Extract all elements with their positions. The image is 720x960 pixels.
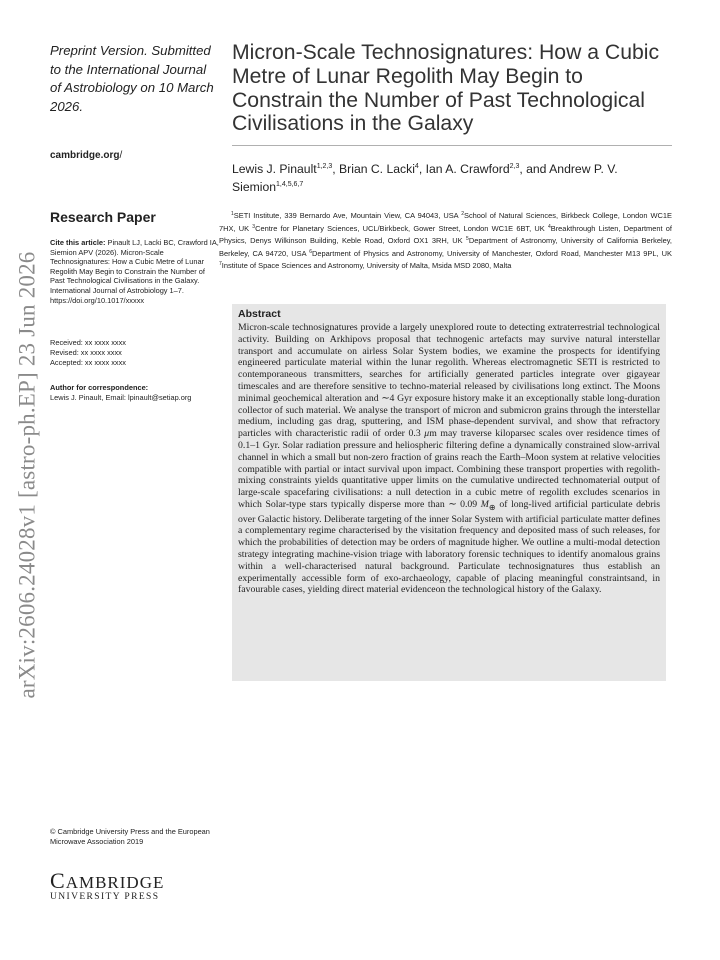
affiliation-text: Centre for Planetary Sciences, UCL/Birkbeck, Gower Street, London WC1E 6BT, UK bbox=[255, 223, 548, 233]
abstract-text bbox=[238, 322, 660, 596]
preprint-note: Preprint Version. Submitted to the International Journal of Astrobiology on 10 March 2026. bbox=[50, 43, 214, 114]
arxiv-stamp bbox=[8, 235, 48, 715]
affiliation-text: SETI Institute, 339 Bernardo Ave, Mountain View, CA 94043, USA bbox=[233, 211, 462, 220]
affiliations bbox=[219, 210, 672, 273]
article-type: Research Paper bbox=[50, 209, 156, 225]
abstract-part-2: may traverse kiloparsec scales over residence times of 0.1–1 Gyr. Solar radiation pressure and heliospheric filtering define a dynamically constrained slow-arrival channel in which a small but non-zero fraction of grains reach the Earth–Moon system at relative velocities compatible with partial or intact survival upon impact. Combining these transport properties with regolith-mixing constraints yields quantitative upper limits on the cumulative undirected technomaterial output of large-scale spacefaring civilisations: a null detection in a cubic metre of regolith excludes scenarios in which Solar-type stars typically disperse more than ∼ 0.09 bbox=[238, 428, 660, 510]
correspondence-text: Lewis J. Pinault, Email: lpinault@setiap.org bbox=[50, 392, 192, 402]
logo-rest: AMBRIDGE bbox=[65, 873, 165, 892]
affiliation-text: Department of Physics and Astronomy, University of Manchester, Oxford Road, Manchester M13 9PL, UK bbox=[312, 248, 672, 258]
affiliation-text: Institute of Space Sciences and Astronomy, University of Malta, Msida MSD 2080, Malta bbox=[221, 261, 512, 271]
affiliation-text: Breakthrough Listen, Department of Physics, Denys Wilkinson Building, Keble Road, Oxford OX1 3RH, UK bbox=[219, 223, 673, 246]
author-name: Brian C. Lacki bbox=[339, 162, 415, 176]
author-name: Ian A. Crawford bbox=[425, 162, 510, 176]
citation-block bbox=[50, 238, 220, 305]
affiliation-sup: 3 bbox=[252, 223, 256, 230]
correspondence-label: Author for correspondence: bbox=[50, 383, 149, 392]
date-accepted: Accepted: xx xxxx xxxx bbox=[50, 357, 126, 367]
micro-symbol: μ bbox=[424, 428, 430, 440]
author-separator: , and bbox=[519, 162, 550, 176]
citation-text: Pinault LJ, Lacki BC, Crawford IA, Siemion APV (2026). Micron-Scale Technosignatures: How a Cubic Metre of Lunar Regolith May Begin to Constrain the Number of Past Technological Civilisations in the Galaxy. International Journal of Astrobiology 1–7. https://doi.org/10.1017/xxxxx bbox=[50, 238, 219, 305]
abstract-heading: Abstract bbox=[238, 308, 281, 320]
affiliation-sup: 2 bbox=[461, 211, 464, 217]
author-affil-sup: 2,3 bbox=[509, 163, 520, 170]
affiliation-sup: 1 bbox=[231, 211, 234, 217]
journal-url-slash: / bbox=[119, 150, 123, 161]
logo-subline: UNIVERSITY PRESS bbox=[50, 892, 160, 902]
cambridge-logo bbox=[50, 868, 200, 903]
unit-metre: m bbox=[429, 428, 437, 440]
author-affil-sup: 1,4,5,6,7 bbox=[276, 181, 304, 188]
correspondence-block bbox=[50, 383, 230, 402]
author-separator: , bbox=[332, 162, 340, 176]
logo-initial: C bbox=[50, 868, 66, 893]
journal-url-link[interactable] bbox=[50, 150, 122, 161]
copyright-notice: © Cambridge University Press and the European Microwave Association 2019 bbox=[50, 827, 210, 846]
author-name: Lewis J. Pinault bbox=[232, 162, 317, 176]
journal-url-domain: cambridge.org bbox=[50, 150, 120, 161]
author-list bbox=[232, 160, 672, 196]
affiliation-sup: 7 bbox=[219, 261, 222, 268]
abstract-part-1: Micron-scale technosignatures provide a largely unexplored route to detecting extraterrestrial technological activity. Building on Arkhipovs proposal that technogenic artefacts may survive natural interstellar transport and accumulate on airless Solar System bodies, we examine the prospects for identifying engineered particulate material within the lunar regolith. Whereas electromagnetic SETI is restricted to contemporaneous transmitters, searches for artificially generated particles integrate over gigayear timescales and are therefore sensitive to techno-material released by civilisations long extinct. The Moons minimal geochemical alteration and ∼4 Gyr exposure history make it an exceptionally stable long-duration collector of such material. We analyse the transport of micron and submicron grains through the interstellar medium, including gas drag, sputtering, and ISM phase-dependent survival, and show that refractory particles with characteristic radii of order 0.3 bbox=[238, 322, 660, 440]
abstract-part-3: of long-lived artificial particulate debris over Galactic history. Deliberate targeting of the inner Solar System with artificial particulate matter defines a complementary regime characterised by the visitation frequency and deposited mass of such releases, for which the probabilities of detection may be orders of magnitude higher. We outline a multi-modal detection strategy integrating machine-vision triage with laboratory forensic techniques to identify anomalous grains within a well-characterised natural background. Particulate technosignatures thus establish an experimentally accessible form of exo-archaeology, capable of placing meaningful constraintsand, in favourable cases, yielding direct material evidenceon the technological history of the Galaxy. bbox=[238, 498, 660, 596]
abstract-box bbox=[232, 304, 666, 681]
paper-title: Micron-Scale Technosignatures: How a Cubic Metre of Lunar Regolith May Begin to Constrain the Number of Past Technological Civilisations in the Galaxy bbox=[232, 41, 660, 136]
author-name: Andrew P. V. Siemion bbox=[232, 162, 618, 194]
author-affil-sup: 4 bbox=[414, 163, 419, 170]
date-received: Received: xx xxxx xxxx bbox=[50, 338, 126, 347]
affiliation-sup: 6 bbox=[309, 248, 313, 255]
mass-symbol: M bbox=[480, 498, 489, 510]
citation-label: Cite this article: bbox=[50, 238, 106, 247]
author-separator: , bbox=[418, 162, 426, 176]
dates-block bbox=[50, 338, 220, 367]
author-affil-sup: 1,2,3 bbox=[316, 163, 333, 170]
earth-subscript: ⊕ bbox=[488, 502, 496, 512]
title-divider bbox=[232, 145, 672, 146]
date-revised: Revised: xx xxxx xxxx bbox=[50, 347, 122, 357]
affiliation-text: School of Natural Sciences, Birkbeck College, London WC1E 7HX, UK bbox=[219, 211, 673, 233]
affiliation-sup: 5 bbox=[466, 236, 469, 243]
arxiv-stamp-text: arXiv:2606.24028v1 [astro-ph.EP] 23 Jun 2026 bbox=[15, 251, 41, 699]
affiliation-sup: 4 bbox=[547, 223, 551, 230]
affiliation-text: Department of Astronomy, University of California Berkeley, Berkeley, CA 94720, USA bbox=[219, 236, 672, 258]
